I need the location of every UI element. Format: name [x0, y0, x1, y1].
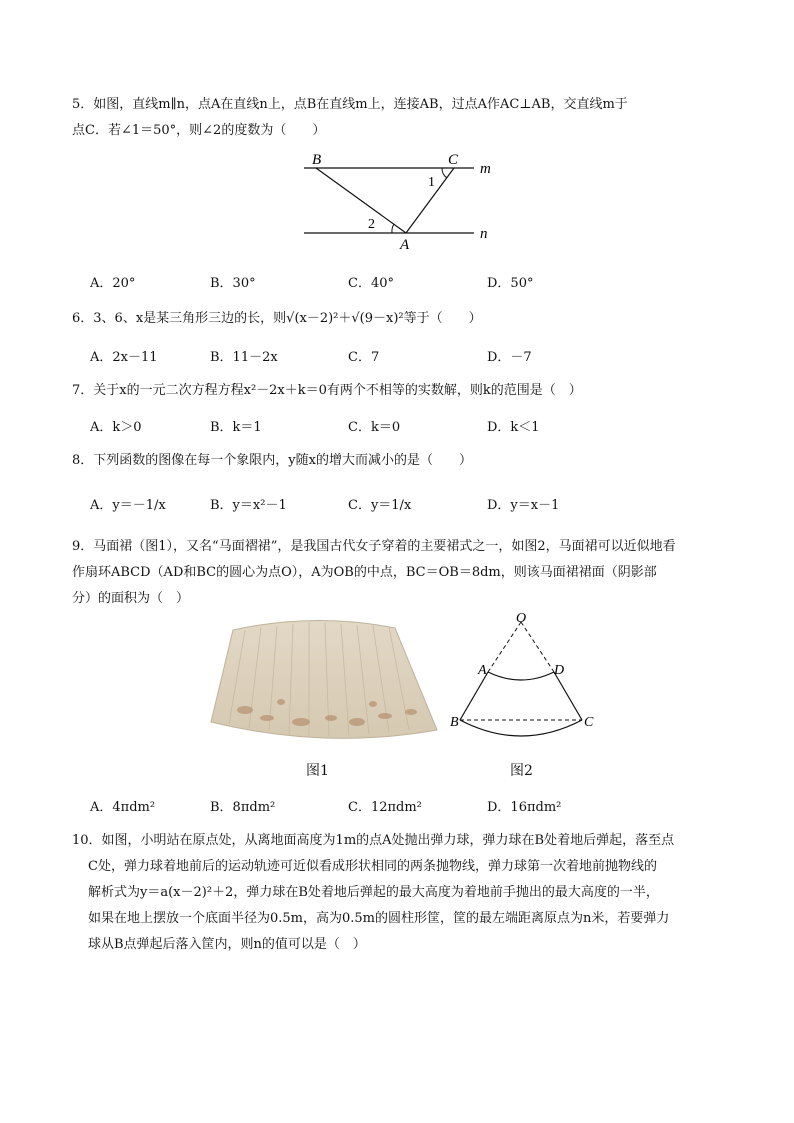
- option-a[interactable]: A．y＝－1/x: [90, 498, 166, 513]
- option-d[interactable]: D．－7: [487, 350, 532, 365]
- question-5-line-2: 点C．若∠1＝50°，则∠2的度数为（ ）: [72, 123, 326, 138]
- skirt-shape: [211, 620, 437, 738]
- question-7-options: [90, 416, 730, 436]
- question-6-options: [90, 346, 730, 366]
- arc-bc: [460, 720, 582, 736]
- question-10-line-2: C处，弹力球着地前后的运动轨迹可近似看成形状相同的两条抛物线，弹力球第一次着地前抛物线的: [88, 859, 657, 874]
- question-9-line-2: 作扇环ABCD（AD和BC的圆心为点O），A为OB的中点，BC＝OB＝8dm，则该马面裙裙面（阴影部: [72, 565, 657, 580]
- arc-ad: [488, 672, 554, 680]
- question-6: [72, 306, 722, 332]
- option-c[interactable]: C．40°: [348, 276, 394, 291]
- option-c[interactable]: C．y＝1/x: [348, 498, 412, 513]
- skirt-photo: [205, 618, 445, 752]
- question-10-line-3: 解析式为y＝a(x－2)²＋2，弹力球在B处着地后弹起的最大高度为着地前手抛出的最大高度的一半，: [88, 885, 659, 900]
- label-c: C: [584, 715, 594, 730]
- option-b[interactable]: B．y＝x²－1: [210, 498, 287, 513]
- question-9-options: [90, 796, 730, 816]
- sector-ring-figure: [448, 610, 596, 740]
- label-a: A: [400, 237, 410, 252]
- question-8: [72, 448, 722, 474]
- option-c[interactable]: C．k＝0: [348, 420, 401, 435]
- option-d[interactable]: D．k＜1: [487, 420, 540, 435]
- question-7-line-1: 7．关于x的一元二次方程方程x²－2x＋k＝0有两个不相等的实数解，则k的范围是（ ）: [72, 383, 582, 398]
- label-d: D: [554, 663, 565, 678]
- angle-2-arc: [392, 224, 394, 233]
- question-10-line-1: 10．如图，小明站在原点处，从离地面高度为1m的点A处抛出弹力球，弹力球在B处着地后弹起，落至点: [72, 833, 675, 848]
- label-c: C: [448, 152, 459, 168]
- question-5-line-1: 5．如图，直线m∥n，点A在直线n上，点B在直线m上，连接AB，过点A作AC⊥AB，交直线m于: [72, 97, 628, 112]
- option-a[interactable]: A．k＞0: [90, 420, 142, 435]
- label-angle-1: 1: [428, 175, 435, 190]
- label-o: O: [516, 611, 527, 626]
- option-b[interactable]: B．30°: [210, 276, 256, 291]
- dashed-od: [521, 622, 554, 672]
- question-6-line-1: 6．3、6、x是某三角形三边的长，则√(x－2)²＋√(9－x)²等于（ ）: [72, 311, 482, 326]
- option-c[interactable]: C．7: [348, 350, 380, 365]
- option-d[interactable]: D．50°: [487, 276, 534, 291]
- label-b: B: [312, 152, 322, 168]
- option-b[interactable]: B．11－2x: [210, 350, 278, 365]
- angle-1-arc: [442, 168, 447, 178]
- question-9: [72, 534, 722, 612]
- option-b[interactable]: B．8πdm²: [210, 800, 276, 815]
- option-a[interactable]: A．20°: [90, 276, 136, 291]
- question-5-figure: [290, 148, 510, 252]
- option-d[interactable]: D．y＝x－1: [487, 498, 560, 513]
- figure-1-caption: 图1: [306, 763, 329, 779]
- label-b: B: [450, 715, 459, 730]
- question-8-options: [90, 494, 730, 514]
- option-b[interactable]: B．k＝1: [210, 420, 262, 435]
- segment-dc: [554, 672, 582, 720]
- label-a: A: [478, 663, 487, 678]
- option-a[interactable]: A．2x－11: [90, 350, 158, 365]
- question-5-options: [90, 272, 730, 292]
- figure-2-caption: 图2: [510, 763, 533, 779]
- question-10: [72, 828, 722, 958]
- question-8-line-1: 8．下列函数的图像在每一个象限内，y随x的增大而减小的是（ ）: [72, 453, 472, 468]
- question-10-line-4: 如果在地上摆放一个底面半径为0.5m，高为0.5m的圆柱形筐，筐的最左端距离原点为n米，若要弹力: [88, 911, 670, 926]
- question-10-line-5: 球从B点弹起后落入筐内，则n的值可以是（ ）: [88, 937, 366, 952]
- option-c[interactable]: C．12πdm²: [348, 800, 422, 815]
- label-angle-2: 2: [368, 217, 375, 232]
- question-9-line-1: 9．马面裙（图1），又名“马面褶裙”，是我国古代女子穿着的主要裙式之一，如图2，马面裙可以近似地看: [72, 539, 676, 554]
- label-n: n: [480, 226, 488, 242]
- question-7: [72, 378, 722, 404]
- option-d[interactable]: D．16πdm²: [487, 800, 562, 815]
- dashed-oa: [488, 622, 521, 672]
- option-a[interactable]: A．4πdm²: [90, 800, 156, 815]
- segment-ab: [460, 672, 488, 720]
- label-m: m: [480, 161, 491, 177]
- segment-ab: [316, 168, 406, 233]
- question-9-line-3: 分）的面积为（ ）: [72, 591, 190, 606]
- question-5: [72, 92, 722, 144]
